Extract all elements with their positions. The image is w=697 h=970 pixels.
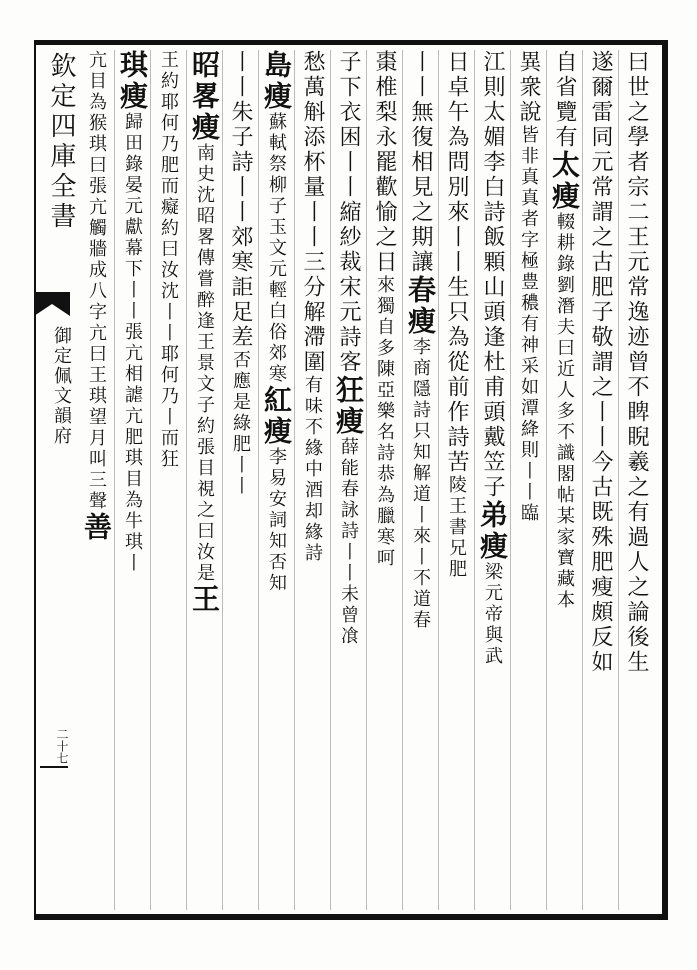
body-text: 棗椎梨永罷歡愉之日 <box>372 50 397 275</box>
column-rule <box>582 50 583 910</box>
body-text: 江則太媚李白詩飯顆山頭逢杜甫頭戴笠子 <box>480 50 505 500</box>
text-column <box>402 50 438 910</box>
frame-top-border <box>34 40 668 45</box>
entry-heading: 春瘦 <box>404 275 437 337</box>
annotation-text: 蘇軾祭柳子玉文元輕白俗郊寒 <box>266 112 287 385</box>
entry-heading: 島瘦 <box>260 50 293 112</box>
column-rule <box>150 50 151 910</box>
annotation-text: 歸田錄晏元獻幕下丨丨張亢相謔亢肥琪目為牛琪丨 <box>122 112 143 574</box>
entry-heading: 昭畧瘦 <box>188 50 221 143</box>
body-text: 子下衣困丨丨縮紗裁宋元詩客 <box>336 50 361 375</box>
entry-heading: 琪瘦 <box>116 50 149 112</box>
body-text: 遂爾雷同元常謂之古肥子敬謂之丨丨今古既殊肥瘦頗反如 <box>588 50 613 675</box>
annotation-text: 南史沈昭畧傳嘗醉逢王景文子約張目視之曰汝是 <box>194 143 215 584</box>
body-text: 自省覽有 <box>552 50 577 150</box>
entry-heading: 狂瘦 <box>332 375 365 437</box>
annotation-text: 李商隱詩只知解道丨來丨不道春 <box>410 337 431 631</box>
column-rule <box>366 50 367 910</box>
text-column <box>78 50 114 910</box>
column-rule <box>474 50 475 910</box>
column-rule <box>114 50 115 910</box>
margin-page-number: 二十七 <box>55 728 69 764</box>
body-text: 異衆說 <box>516 50 541 125</box>
entry-heading: 善 <box>80 512 113 543</box>
text-column <box>150 50 186 910</box>
text-column <box>366 50 402 910</box>
column-rule <box>618 50 619 910</box>
column-rule <box>186 50 187 910</box>
body-text: 日卓午為問別來丨丨生只為從前作詩苦 <box>444 50 469 475</box>
margin-book-title: 御定佩文韻府 <box>51 326 72 446</box>
entry-heading: 弟瘦 <box>476 500 509 562</box>
column-rule <box>294 50 295 910</box>
text-column <box>546 50 582 910</box>
column-rule <box>222 50 223 910</box>
text-column <box>258 50 294 910</box>
column-rule <box>402 50 403 910</box>
text-column <box>438 50 474 910</box>
entry-heading: 太瘦 <box>548 150 581 212</box>
annotation-text: 皆非真真者字極豊穠有神采如潭絳則丨丨臨 <box>518 125 539 524</box>
text-column <box>186 50 222 910</box>
frame-right-border <box>662 40 668 920</box>
column-rule <box>510 50 511 910</box>
annotation-text: 薛能春詠詩丨丨未曾飡 <box>338 437 359 647</box>
annotation-text: 陵王書兄肥 <box>446 475 467 580</box>
body-text: 曰世之學者宗二王元常逸迹曾不睥睨羲之有過人之論後生 <box>624 50 649 675</box>
column-rule <box>330 50 331 910</box>
entry-heading: 王 <box>188 584 221 615</box>
text-column <box>114 50 150 910</box>
annotation-text: 王約耶何乃肥而癡約曰汝沈丨丨耶何乃丨而狂 <box>158 50 179 470</box>
text-column <box>618 50 654 910</box>
text-column <box>222 50 258 910</box>
text-column <box>294 50 330 910</box>
frame-left-border <box>34 40 36 920</box>
text-column <box>510 50 546 910</box>
text-column <box>330 50 366 910</box>
margin-rule <box>40 766 68 768</box>
column-rule <box>546 50 547 910</box>
body-text: 愁萬斛添杯量丨丨三分解滯圍 <box>300 50 325 375</box>
annotation-text: 有味不緣中酒却緣詩 <box>302 375 323 564</box>
annotation-text: 來獨自多陳亞樂名詩恭為臘寒呵 <box>374 275 395 569</box>
annotation-text: 梁元帝與武 <box>482 562 503 667</box>
annotation-text: 李易安詞知否知 <box>266 447 287 594</box>
margin-title: 欽定四庫全書 <box>46 52 76 232</box>
column-rule <box>258 50 259 910</box>
text-column <box>582 50 618 910</box>
column-rule <box>438 50 439 910</box>
body-text: 丨丨朱子詩丨丨郊寒詎足差 <box>228 50 253 350</box>
annotation-text: 輟耕錄劉潛夫曰近人多不識閣帖某家寶藏本 <box>554 212 575 611</box>
body-text: 丨丨無復相見之期讓 <box>408 50 433 275</box>
text-column <box>474 50 510 910</box>
annotation-text: 否應是綠肥丨丨 <box>230 350 251 497</box>
fish-tail-icon <box>34 292 70 316</box>
frame-bottom-border <box>34 914 668 920</box>
annotation-text: 亢目為猴琪曰張亢觸牆成八字亢曰王琪望月叫三聲 <box>86 50 107 512</box>
entry-heading: 紅瘦 <box>260 385 293 447</box>
